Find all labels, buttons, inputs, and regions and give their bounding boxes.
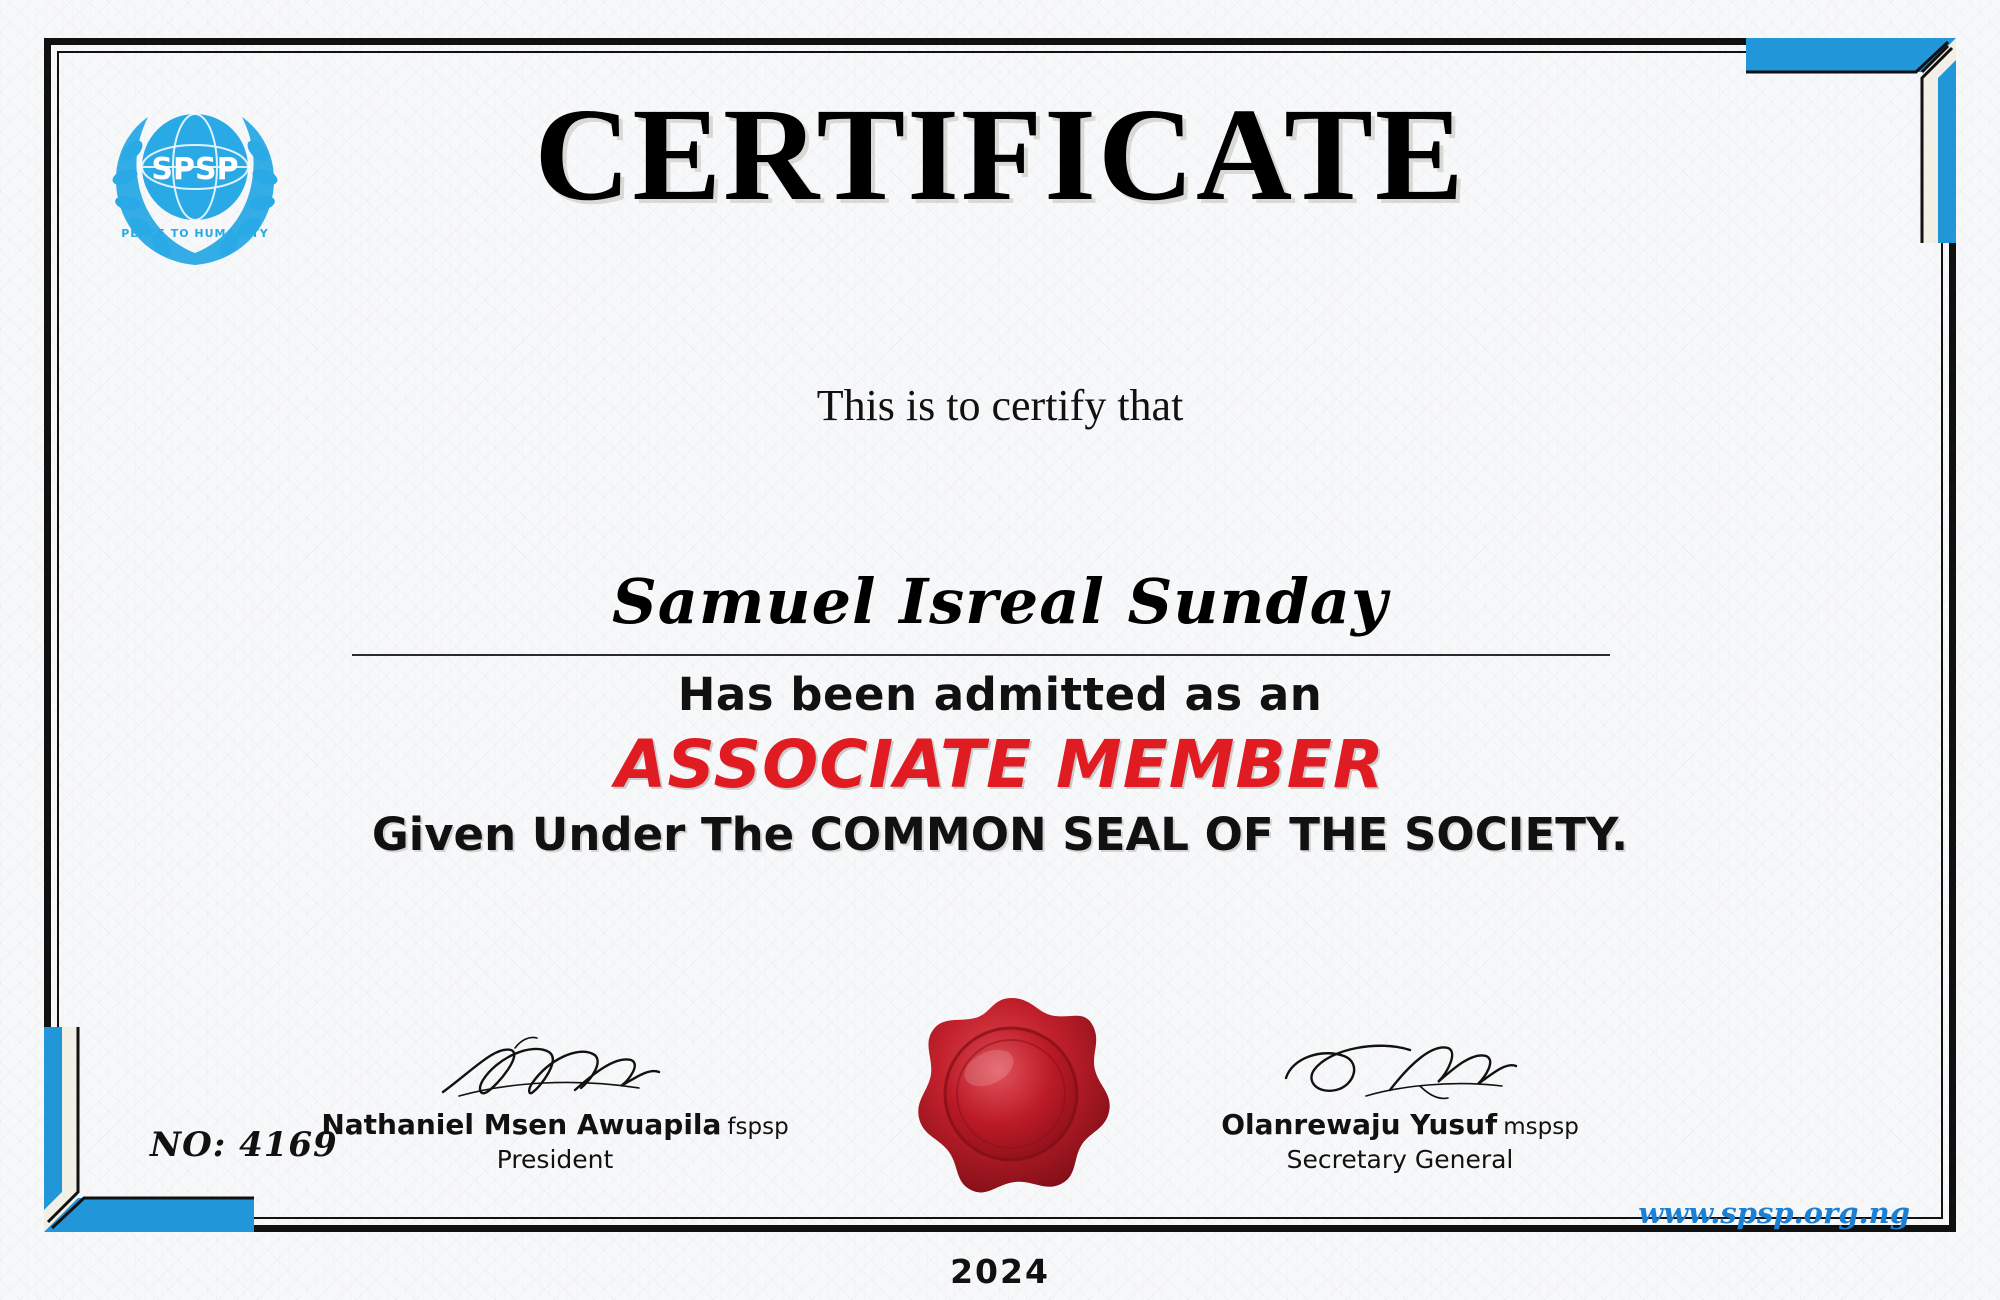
signature-name: Olanrewaju Yusuf — [1221, 1108, 1498, 1141]
signature-role: President — [496, 1145, 614, 1174]
signature-name: Nathaniel Msen Awuapila — [321, 1108, 722, 1141]
signature-name-row — [1140, 1108, 1660, 1141]
common-seal-line: Given Under The COMMON SEAL OF THE SOCIETY. — [371, 808, 1629, 861]
signature-name-row — [295, 1108, 815, 1141]
certify-line: This is to certify that — [816, 381, 1184, 430]
signature-block-president — [295, 1030, 815, 1174]
recipient-name-rule — [352, 654, 1610, 656]
signature-postnominal: mspsp — [1503, 1114, 1579, 1140]
signature-postnominal: fspsp — [727, 1114, 789, 1140]
admitted-line: Has been admitted as an — [677, 668, 1323, 721]
certificate-title: CERTIFICATE — [534, 80, 1466, 228]
signature-mark-icon — [1140, 1030, 1660, 1108]
signature-block-secretary-general — [1140, 1030, 1660, 1174]
certificate-year: 2024 — [950, 1252, 1050, 1291]
certificate-number: NO: 4169 — [150, 1125, 338, 1165]
membership-grade: ASSOCIATE MEMBER — [615, 726, 1385, 803]
signature-mark-icon — [295, 1030, 815, 1108]
signature-role: Secretary General — [1286, 1145, 1514, 1174]
website-url[interactable]: www.spsp.org.ng — [1638, 1196, 1910, 1230]
logo-motto: PEACE TO HUMANITY — [121, 227, 269, 240]
recipient-name: Samuel Isreal Sunday — [611, 565, 1389, 638]
logo-acronym: SPSP — [151, 152, 239, 187]
wax-seal-icon — [905, 990, 1120, 1205]
